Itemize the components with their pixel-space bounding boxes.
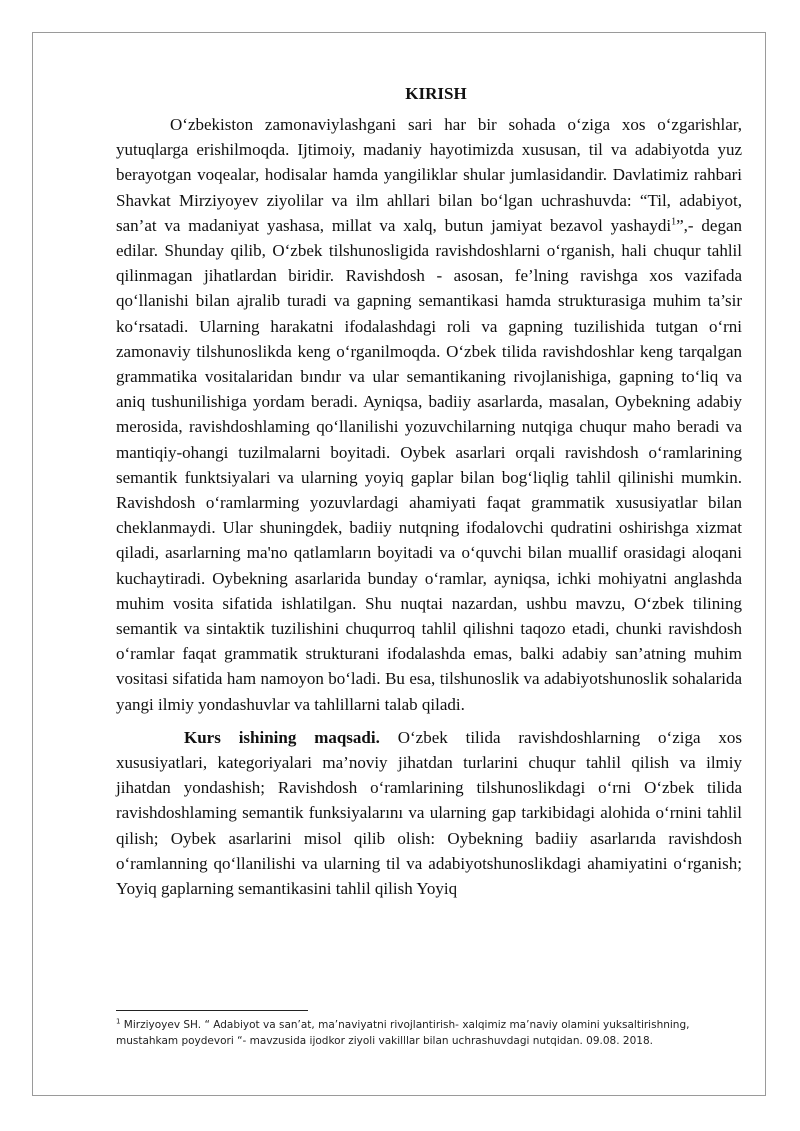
intro-text-part2: ”,- degan edilar. Shunday qilib, O‘zbek tilshunosligida ravishdoshlarni o‘rganish, hali chuqur tahlil qilinmagan jihatlardan biridir. Ravishdosh - asosan, fe’lning ravishga xos vazifada qo‘llanishi bilan ajralib turadi va gapning semantikasi hamda strukturasiga muhim ta’sir ko‘rsatadi. Ularning harakatni ifodalashdagi roli va gapning tuzilishida tutgan o‘rni zamonaviy tilshunoslikda keng o‘rganilmoqda. O‘zbek tilida ravishdoshlar keng tarqalgan grammatika vositalaridan bındır va ular semantikaning rivojlanishiga, gapning to‘liq va aniq tushunilishiga yordam beradi. Ayniqsa, badiiy asarlarda, masalan, Oybekning adabiy merosida, ravishdoshlaming qo‘llanilishi yozuvchilarning nutqiga chuqur maho beradi va mantiqiy-ohangi tuzilmalarni boyitadi. Oybek asarlari orqali ravishdosh o‘ramlarining semantik funktsiyalari va ularning yoyiq gaplar bilan bog‘liqlig tahlil qilinishi mumkin. Ravishdosh o‘ramlarming yozuvlardagi ahamiyati faqat grammatik xususiyatlar bilan cheklanmaydi. Ular shuningdek, badiiy nutqning ifodalovchi qudratini oshirishga xizmat qiladi, asarlarning ma'no qatlamların boyitadi va o‘quvchi bilan muallif orasidagi aloqani kuchaytiradi. Oybekning asarlarida bunday o‘ramlar, ayniqsa, ichki mohiyatni anglashda muhim vosita sifatida ishlatilgan. Shu nuqtai nazardan, ushbu mavzu, O‘zbek tilining semantik va sintaktik tuzilishini chuqurroq tahlil qilishni taqozo etadi, chunki ravishdosh o‘ramlar faqat grammatik strukturani ifodalashda emas, balki adabiy san’atning muhim vositasi sifatida ham namoyon bo‘ladi. Bu esa, tilshunoslik va adabiyotshunoslik sohalarida yangi ilmiy yondashuvlar va tahlillarni talab qiladi. <box>116 215 742 714</box>
document-body <box>116 80 742 901</box>
intro-text-part1: O‘zbekiston zamonaviylashgani sari har bir sohada o‘ziga xos o‘zgarishlar, yutuqlarga erishilmoqda. Ijtimoiy, madaniy hayotimizda xususan, til va adabiyotda yuz berayotgan voqealar, hodisalar hamda yangiliklar shular jumlasidandir. Davlatimiz rahbari Shavkat Mirziyoyev ziyolilar va ilm ahllari bilan bo‘lgan uchrashuvda: “Til, adabiyot, san’at va madaniyat yashasa, millat va xalq, butun jamiyat bezavol yashaydi <box>116 115 742 235</box>
goal-text: O‘zbek tilida ravishdoshlarning o‘ziga xos xususiyatlari, kategoriyalari ma’noviy jihatdan turlarini chuqur tahlil qilish va ilmiy jihatdan yondashish; Ravishdosh o‘ramlarining tilshunoslikdagi o‘rni O‘zbek tilida ravishdoshlaming semantik funksiyalarını va ularning gap tarkibidagi alohida o‘rnini tahlil qilish; Oybek asarlarini misol qilib olish: Oybekning badiiy asarlarıda ravishdosh o‘ramlanning qo‘llanilishi va ularning til va adabiyotshunoslikdagi ahamiyatini o‘rganish; Yoyiq gaplarning semantikasini tahlil qilish Yoyiq <box>116 727 742 899</box>
footnote-marker: 1 <box>116 1017 121 1026</box>
footnote-separator <box>116 1010 308 1011</box>
footnote-text: Mirziyoyev SH. “ Adabiyot va san’at, ma’naviyatni rivojlantirish- xalqimiz ma’naviy olamini yuksaltirishning, mustahkam poydevori “- mavzusida ijodkor ziyoli vakilllar bilan uchrashuvdagi nutqidan. 09.08. 2018. <box>116 1019 690 1047</box>
goal-paragraph <box>116 725 742 901</box>
footnote-reference[interactable]: 1 <box>671 216 677 228</box>
intro-paragraph <box>116 112 742 717</box>
footnote <box>116 1017 742 1049</box>
section-title: KIRISH <box>405 84 467 103</box>
goal-heading: Kurs ishining maqsadi. <box>184 727 380 747</box>
